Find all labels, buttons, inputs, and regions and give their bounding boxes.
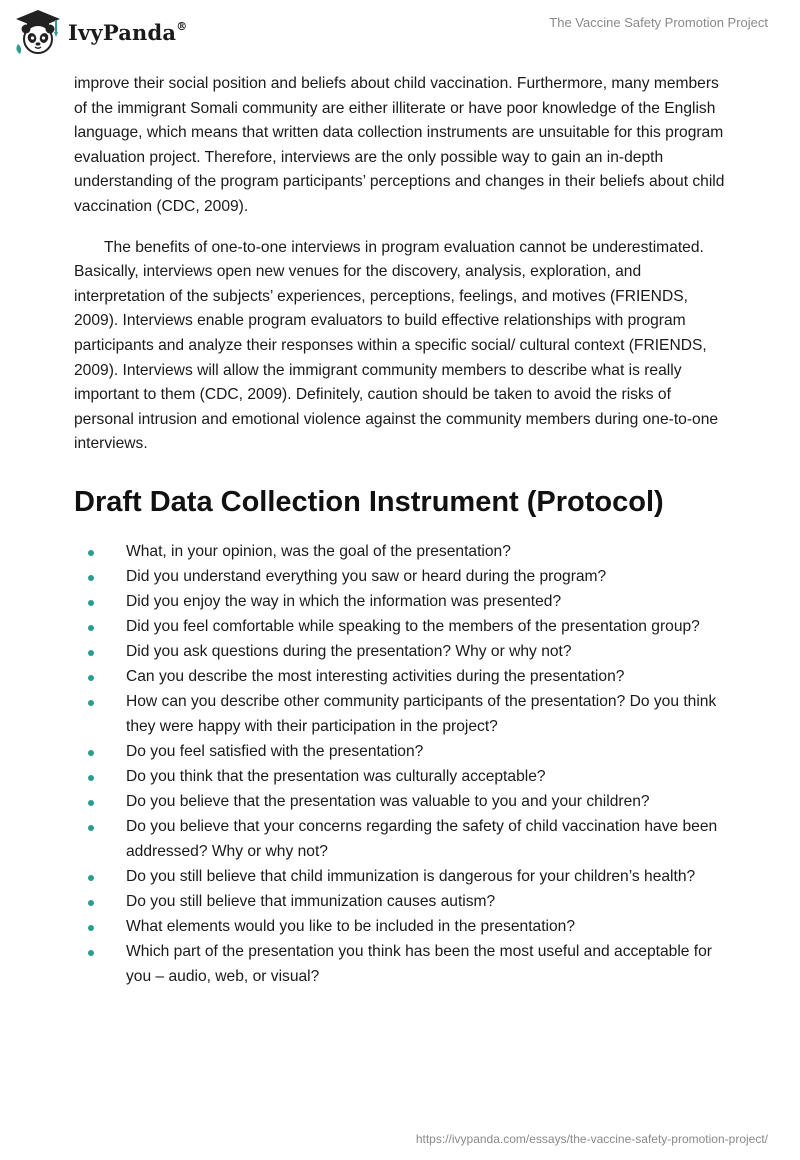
list-item: Do you still believe that immunization causes autism? <box>74 890 726 915</box>
body-paragraph: improve their social position and beliefs about child vaccination. Furthermore, many members of the immigrant Somali community are either illiterate or have poor knowledge of the English language, which means that written data collection instruments are unsuitable for this program evaluation project. Therefore, interviews are the only possible way to gain an in-depth understanding of the program participants’ perceptions and changes in their beliefs about child vaccination (CDC, 2009). <box>74 75 725 215</box>
source-url-link[interactable]: https://ivypanda.com/essays/the-vaccine-safety-promotion-project/ <box>415 1132 768 1146</box>
list-item: Did you enjoy the way in which the information was presented? <box>74 590 726 615</box>
bullet-icon <box>88 700 94 706</box>
list-item: Do you believe that your concerns regarding the safety of child vaccination have been addressed? Why or why not? <box>74 815 726 864</box>
list-item: Did you understand everything you saw or heard during the program? <box>74 565 726 590</box>
bullet-icon <box>88 950 94 956</box>
bullet-icon <box>88 750 94 756</box>
section-heading: Draft Data Collection Instrument (Protocol) <box>74 485 664 518</box>
list-item: Do you believe that the presentation was valuable to you and your children? <box>74 790 726 815</box>
bullet-icon <box>88 875 94 881</box>
bullet-icon <box>88 775 94 781</box>
question-list <box>74 540 726 990</box>
list-item: How can you describe other community participants of the presentation? Do you think they were happy with their participation in the project? <box>74 690 726 739</box>
body-paragraph: The benefits of one-to-one interviews in program evaluation cannot be underestimated. Basically, interviews open new venues for the discovery, analysis, exploration, and interpretation of the subjects’ experiences, perceptions, feelings, and motives (FRIENDS, 2009). Interviews enable program evaluators to build effective relationships with program participants and analyze their responses within a specific social/ cultural context (FRIENDS, 2009). Interviews will allow the immigrant community members to describe what is really important to them (CDC, 2009). Definitely, caution should be taken to avoid the risks of personal intrusion and emotional violence against the community members during one-to-one interviews. <box>74 238 719 453</box>
bullet-icon <box>88 575 94 581</box>
document-title: The Vaccine Safety Promotion Project <box>549 15 768 30</box>
logo[interactable] <box>14 8 187 56</box>
bullet-icon <box>88 925 94 931</box>
list-item: Did you ask questions during the presentation? Why or why not? <box>74 640 726 665</box>
logo-text: IvyPanda® <box>68 19 188 45</box>
list-item: Do you feel satisfied with the presentation? <box>74 740 726 765</box>
bullet-icon <box>88 550 94 556</box>
registered-mark: ® <box>176 19 188 33</box>
page-header <box>0 0 800 70</box>
bullet-icon <box>88 650 94 656</box>
list-item: What elements would you like to be included in the presentation? <box>74 915 726 940</box>
essay-content <box>74 72 726 990</box>
bullet-icon <box>88 900 94 906</box>
list-item: Which part of the presentation you think has been the most useful and acceptable for you – audio, web, or visual? <box>74 940 726 989</box>
list-item: Did you feel comfortable while speaking to the members of the presentation group? <box>74 615 726 640</box>
bullet-icon <box>88 675 94 681</box>
list-item: What, in your opinion, was the goal of the presentation? <box>74 540 726 565</box>
list-item: Can you describe the most interesting activities during the presentation? <box>74 665 726 690</box>
panda-graduate-icon <box>14 8 62 56</box>
bullet-icon <box>88 825 94 831</box>
bullet-icon <box>88 800 94 806</box>
list-item: Do you still believe that child immunization is dangerous for your children’s health? <box>74 865 726 890</box>
bullet-icon <box>88 625 94 631</box>
list-item: Do you think that the presentation was culturally acceptable? <box>74 765 726 790</box>
bullet-icon <box>88 600 94 606</box>
